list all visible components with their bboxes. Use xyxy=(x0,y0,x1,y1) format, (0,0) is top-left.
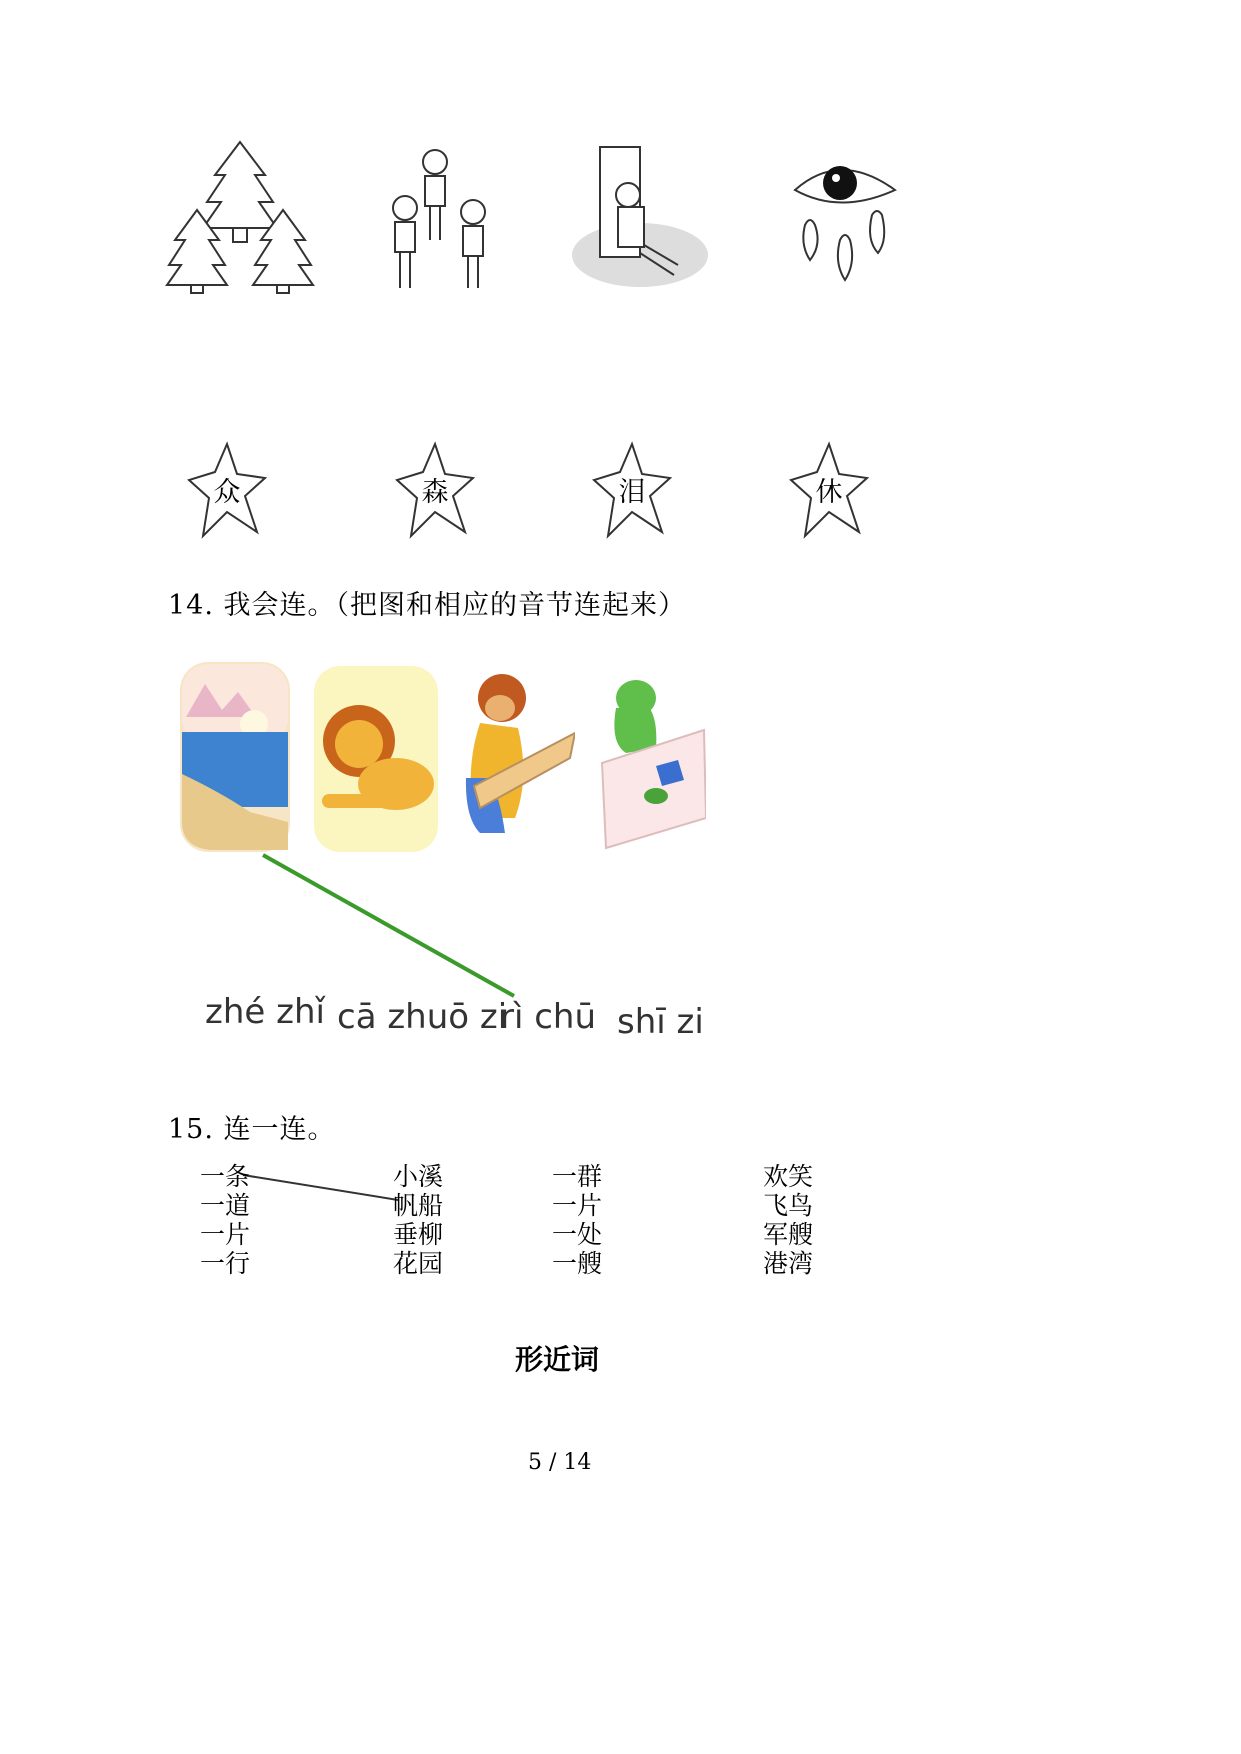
quantifier-word: 一片 xyxy=(552,1191,603,1220)
quantifier-word: 一行 xyxy=(200,1249,251,1278)
leaf-character: 休 xyxy=(815,477,843,508)
noun-word: 小溪 xyxy=(393,1162,444,1191)
quantifier-word: 一艘 xyxy=(552,1249,603,1278)
leaf-character: 泪 xyxy=(618,477,646,508)
pinyin-label: shī zi xyxy=(617,1002,704,1042)
noun-word: 军艘 xyxy=(763,1220,814,1249)
leaf-character: 森 xyxy=(421,477,449,508)
section-heading: 形近词 xyxy=(515,1343,600,1376)
noun-word: 花园 xyxy=(393,1249,444,1278)
page-number: 5 / 14 xyxy=(528,1450,592,1475)
quantifier-word: 一处 xyxy=(552,1220,603,1249)
noun-word: 垂柳 xyxy=(393,1220,444,1249)
pinyin-label: rì chū xyxy=(500,997,597,1037)
question-14-title: 14. 我会连。（把图和相应的音节连起来） xyxy=(168,590,687,621)
pinyin-label: zhé zhǐ xyxy=(205,992,325,1032)
quantifier-word: 一片 xyxy=(200,1220,251,1249)
noun-word: 欢笑 xyxy=(763,1162,814,1191)
quantifier-word: 一条 xyxy=(200,1162,251,1191)
leaf-character: 众 xyxy=(213,477,241,508)
quantifier-word: 一群 xyxy=(552,1162,603,1191)
quantifier-word: 一道 xyxy=(200,1191,251,1220)
pinyin-label: cā zhuō zi xyxy=(337,997,508,1037)
noun-word: 飞鸟 xyxy=(763,1191,814,1220)
noun-word: 港湾 xyxy=(763,1249,814,1278)
question-15-title: 15. 连一连。 xyxy=(168,1114,336,1145)
noun-word: 帆船 xyxy=(393,1191,444,1220)
